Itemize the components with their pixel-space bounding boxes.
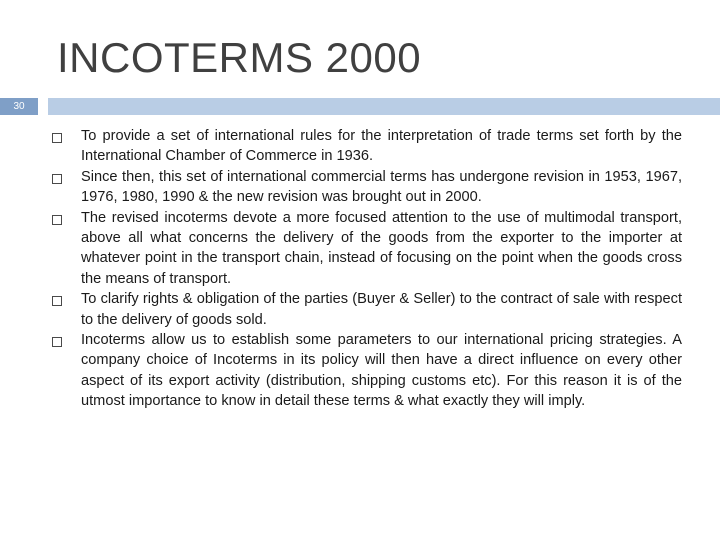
bullet-text: Since then, this set of international commercial terms has undergone revision in 1953, 1967, 1976, 1980, 1990 & the new revision was brought out in 2000. — [81, 168, 682, 206]
bullet-text: To provide a set of international rules for the interpretation of trade terms set forth by the International Chamber of Commerce in 1936. — [81, 128, 682, 165]
bullet-text: The revised incoterms devote a more focused attention to the use of multimodal transport, above all what concerns the delivery of the goods from the exporter to the importer at whatever point in the transport chain, instead of focusing on the point when the goods cross the means of transport. — [81, 209, 682, 287]
square-bullet-icon — [52, 215, 62, 225]
list-item — [52, 289, 682, 330]
slide-title: INCOTERMS 2000 — [57, 34, 422, 81]
square-bullet-icon — [52, 337, 62, 347]
bullet-text: Incoterms allow us to establish some parameters to our international pricing strategies. A company choice of Incoterms in its policy will then have a direct influence on every other aspect of its export activity (distribution, shipping customs etc). For this reason it is of the utmost importance to know in detail these terms & what exactly they will imply. — [81, 332, 682, 410]
list-item — [52, 208, 682, 290]
square-bullet-icon — [52, 174, 62, 184]
list-item — [52, 167, 682, 208]
slide-number: 30 — [13, 101, 25, 112]
bullet-list — [52, 126, 682, 412]
bullet-text: To clarify rights & obligation of the parties (Buyer & Seller) to the contract of sale with respect to the delivery of goods sold. — [81, 291, 682, 328]
header-rule-bar — [48, 98, 720, 115]
list-item — [52, 330, 682, 412]
list-item — [52, 126, 682, 167]
square-bullet-icon — [52, 296, 62, 306]
square-bullet-icon — [52, 133, 62, 143]
